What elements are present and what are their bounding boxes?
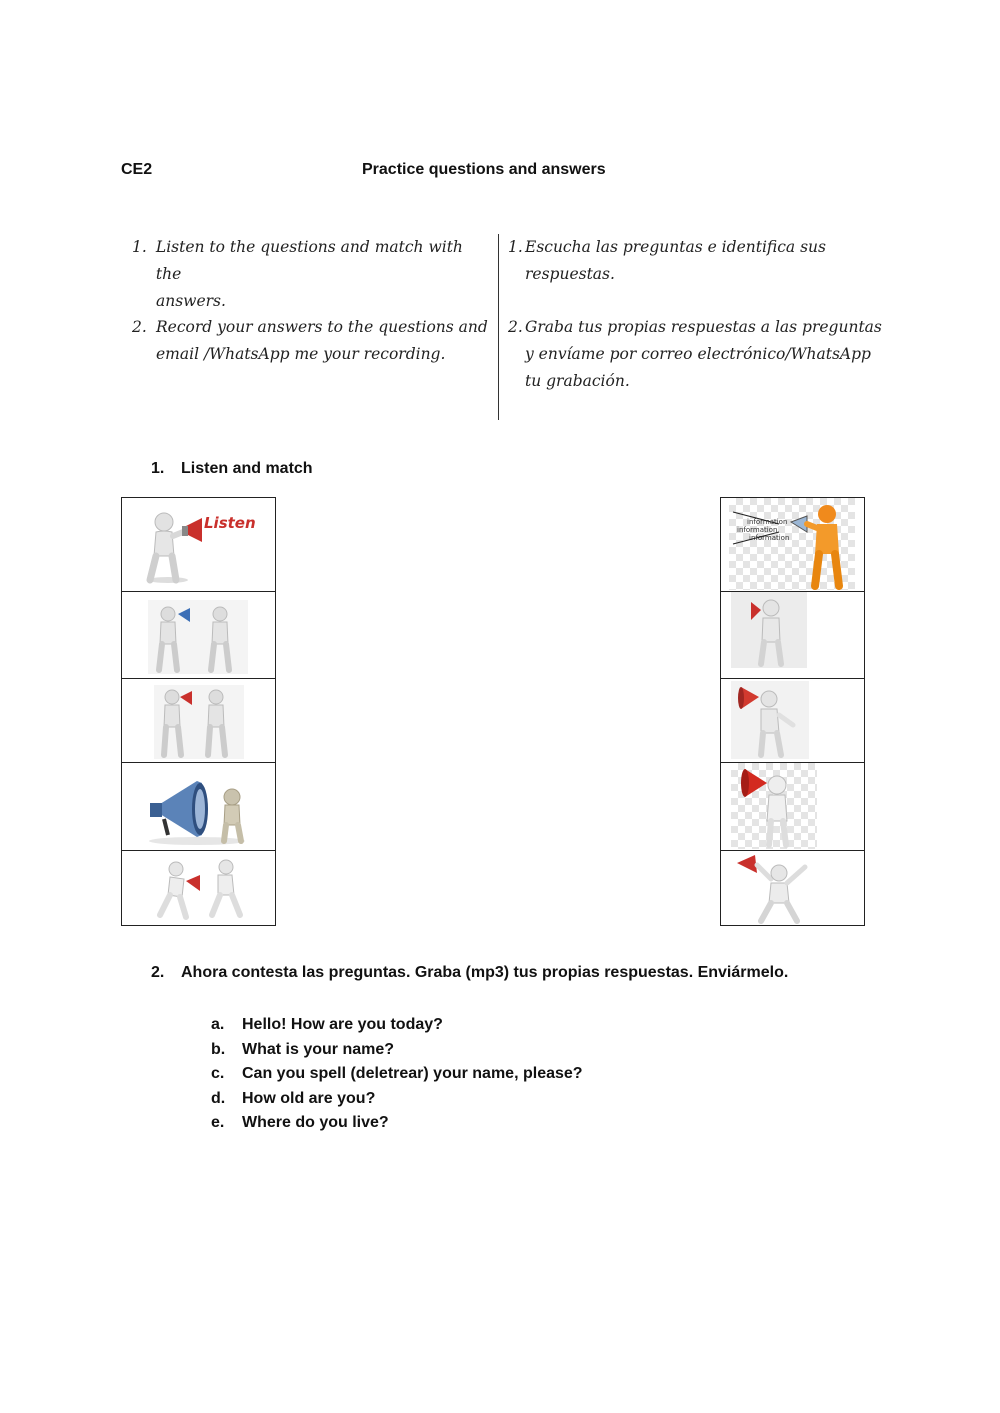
page-title: Practice questions and answers bbox=[362, 161, 606, 178]
right-image-2[interactable] bbox=[720, 591, 865, 679]
right-image-3[interactable] bbox=[720, 678, 865, 763]
right-image-1[interactable] bbox=[720, 497, 865, 592]
figure-red-megaphone-icon bbox=[731, 681, 809, 759]
section2-heading: 2. Ahora contesta las preguntas. Graba (mp3) tus propias respuestas. Enviármelo. bbox=[151, 964, 789, 981]
svg-text:information: information bbox=[747, 518, 788, 526]
left-image-2[interactable] bbox=[121, 591, 276, 679]
left-image-3[interactable] bbox=[121, 678, 276, 763]
figure-red-megaphone-checker-icon bbox=[731, 763, 817, 849]
instruction-en-2: 2. Record your answers to the questions and email /WhatsApp me your recording. bbox=[132, 318, 488, 363]
orange-figure-information-megaphone-icon bbox=[729, 498, 855, 590]
right-image-4[interactable] bbox=[720, 762, 865, 851]
left-image-1[interactable] bbox=[121, 497, 276, 592]
left-image-5[interactable] bbox=[121, 850, 276, 926]
left-image-4[interactable] bbox=[121, 762, 276, 851]
list-item: e. Where do you live? bbox=[211, 1114, 389, 1131]
svg-text:Listen: Listen bbox=[204, 514, 256, 532]
figure-raised-megaphone-icon bbox=[729, 851, 829, 925]
running-figures-megaphone-icon bbox=[152, 857, 252, 921]
section1-heading: 1. Listen and match bbox=[151, 460, 313, 477]
right-image-5[interactable] bbox=[720, 850, 865, 926]
instruction-es-1: 1. Escucha las preguntas e identifica sus respuestas. bbox=[508, 238, 826, 283]
large-megaphone-figure-icon bbox=[142, 769, 257, 847]
question-list bbox=[211, 1013, 583, 1136]
column-divider bbox=[498, 234, 499, 420]
course-code: CE2 bbox=[121, 161, 153, 178]
figure-grey-megaphone-icon bbox=[731, 592, 807, 668]
svg-text:information: information bbox=[749, 534, 790, 542]
two-figures-red-megaphone-icon bbox=[154, 685, 244, 759]
instruction-en-1: 1. Listen to the questions and match with the answers. bbox=[132, 238, 463, 310]
list-item: a. Hello! How are you today? bbox=[211, 1016, 443, 1033]
list-item: b. What is your name? bbox=[211, 1040, 395, 1058]
two-figures-megaphone-icon bbox=[148, 600, 248, 674]
list-item: c. Can you spell (deletrear) your name, please? bbox=[211, 1065, 583, 1082]
figure-megaphone-listen-icon bbox=[130, 504, 268, 586]
list-item: d. How old are you? bbox=[211, 1089, 376, 1107]
svg-text:information: information bbox=[737, 526, 778, 534]
instruction-es-2: 2. Graba tus propias respuestas a las preguntas y envíame por correo electrónico/WhatsApp tu grabación. bbox=[508, 318, 882, 390]
